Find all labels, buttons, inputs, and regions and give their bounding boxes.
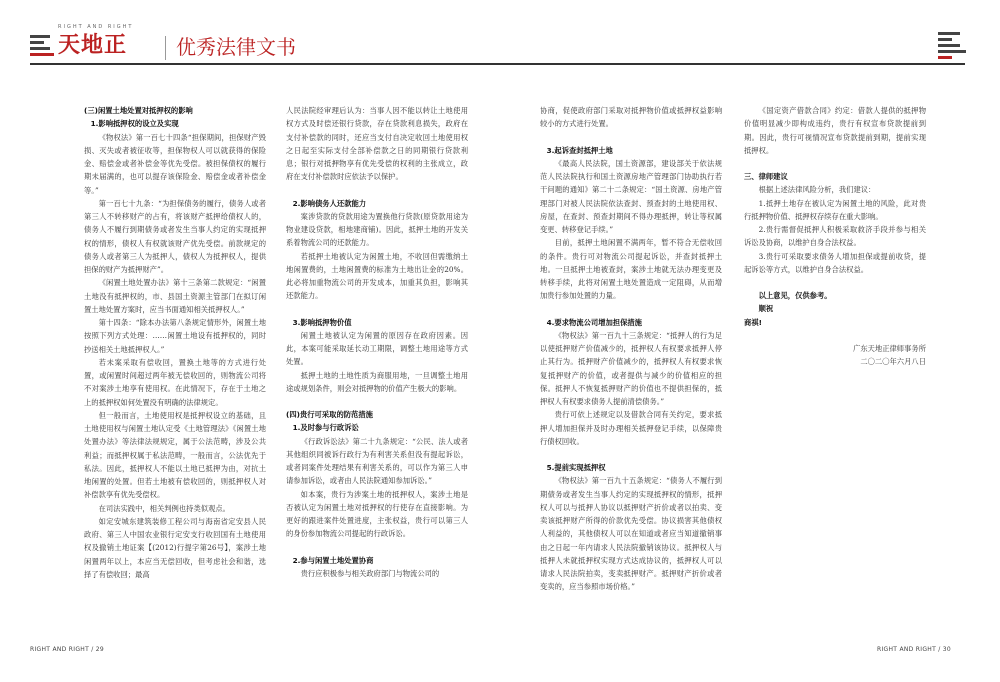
paragraph: 第一百七十九条：“为担保债务的履行，债务人或者第三人不转移财产的占有，将该财产抵押给债权人的，债务人不履行到期债务或者发生当事人约定的实现抵押权的情形，债权人有权就该财产优先受偿。前款规定的债务人或者第三人为抵押人，债权人为抵押权人，提供担保的财产为抵押财产”。	[84, 198, 266, 274]
paragraph: 协商，促使政府部门采取对抵押物价值或抵押权益影响较小的方式进行处置。	[540, 106, 722, 129]
paragraph: 目前，抵押土地闲置不满两年，暂不符合无偿收回的条件。贵行可对物流公司提起诉讼，并查封抵押土地。一旦抵押土地被查封，案涉土地就无法办理变更及转移手续，此将对闲置土地处置造成一定阻碍，从而增加贵行参加处置的力量。	[540, 238, 722, 301]
subsection-heading: 3.起诉查封抵押土地	[546, 145, 613, 155]
section-heading: 三、律师建议	[744, 172, 788, 181]
paragraph: 《闲置土地处置办法》第十三条第二款规定：“闲置土地没有抵押权的，市、县国土资源主管部门在拟订闲置土地处置方案时，应当书面通知相关抵押权人。”	[84, 278, 266, 314]
text-column-2	[286, 104, 468, 580]
spacer	[540, 448, 722, 461]
spacer	[540, 303, 722, 316]
signature-line: 二〇二〇年六月八日	[860, 357, 926, 366]
paragraph: 《物权法》第一百九十三条规定：“抵押人的行为足以使抵押财产价值减少的，抵押权人有权要求抵押人停止其行为。抵押财产价值减少的，抵押权人有权要求恢复抵押财产的价值，或者提供与减少的价值相应的担保。抵押人不恢复抵押财产的价值也不提供担保的，抵押权人有权要求债务人提前清偿债务。”	[540, 330, 722, 406]
brand-name: 天地正	[58, 32, 128, 58]
paragraph: 3.贵行可采取要求债务人增加担保或提前收贷，提起诉讼等方式，以维护自身合法权益。	[744, 251, 926, 274]
paragraph: 《物权法》第一百七十四条“担保期间，担保财产毁损、灭失或者被征收等，担保物权人可以就获得的保险金、赔偿金或者补偿金等优先受偿。被担保债权的履行期未届满的，也可以提存该保险金、赔偿金或者补偿金等。”	[84, 132, 266, 195]
subsection-heading: 1.影响抵押权的设立及实现	[90, 119, 179, 129]
text-column-3	[540, 104, 722, 594]
spacer	[286, 184, 468, 197]
page-header	[0, 0, 1000, 72]
section-heading: (四)贵行可采取的防范措施	[286, 410, 373, 419]
footer-page-right: RIGHT AND RIGHT / 30	[877, 646, 952, 653]
spacer	[744, 329, 926, 342]
subsection-heading: 3.影响抵押物价值	[292, 317, 352, 327]
subsection-heading: 4.要求物流公司增加担保措施	[546, 317, 642, 327]
spacer	[286, 395, 468, 408]
spacer	[286, 541, 468, 554]
spacer	[286, 303, 468, 316]
paragraph: 1.抵押土地存在被认定为闲置土地的风险，此对贵行抵押物价值、抵押权存续存在重大影响。	[744, 198, 926, 221]
section-title: 优秀法律文书	[176, 35, 296, 59]
brand-mark-icon	[30, 34, 54, 56]
spacer	[744, 276, 926, 289]
paragraph: 商祺!	[744, 317, 762, 327]
paragraph: 若未案采取有偿收回，置换土地等的方式进行处置，或闲置时间超过两年被无偿收回的，则物流公司将不对案涉土地享有使用权。在此情况下，存在于土地之上的抵押权如何处置没有明确的法律规定。	[84, 357, 266, 407]
paragraph: 《物权法》第一百九十五条规定：“债务人不履行到期债务或者发生当事人约定的实现抵押权的情形，抵押权人可以与抵押人协议以抵押财产折价或者以拍卖、变卖该抵押财产所得的价款优先受偿。协议损害其他债权人利益的，其他债权人可以在知道或者应当知道撤销事由之日起一年内请求人民法院撤销该协议。抵押权人与抵押人未就抵押权实现方式达成协议的，抵押权人可以请求人民法院拍卖，变卖抵押财产。抵押财产折价或者变卖的，应当参照市场价格。”	[540, 476, 722, 592]
paragraph: 贵行应积极参与相关政府部门与物流公司的	[300, 568, 440, 578]
paragraph: 根据上述法律风险分析，我们建议：	[758, 185, 876, 195]
footer-page-left: RIGHT AND RIGHT / 29	[30, 646, 105, 653]
spacer	[540, 131, 722, 144]
paragraph: 以上意见，仅供参考。	[758, 291, 832, 300]
header-rule	[30, 63, 965, 65]
paragraph: 如定安城东建筑装修工程公司与海南省定安县人民政府、第三人中国农业银行定安支行收回国有土地使用权及撤销土地证案【(2012)行提字第26号】，案涉土地闲置两年以上，本应当无偿回收，但考虑社会和谐，选择了有偿收回；最高	[84, 516, 266, 579]
paragraph: 若抵押土地被认定为闲置土地，不收回但需缴纳土地闲置费的，土地闲置费的标准为土地出让金的20%。此必将加重物流公司的开发成本，加重其负担，影响其还款能力。	[286, 251, 468, 301]
header-divider	[165, 36, 166, 60]
subsection-heading: 2.影响债务人还款能力	[292, 198, 367, 208]
paragraph: 但一般而言，土地使用权是抵押权设立的基础，且土地使用权与闲置土地认定受《土地管理法》《闲置土地处置办法》等法律法规规定，属于公法范畴，涉及公共利益；而抵押权属于私法范畴，一般而言，公法优先于私法。因此，抵押权人不能以土地已抵押为由，对抗土地闲置的处置。但若土地被有偿收回的，则抵押权人对补偿款享有优先受偿权。	[84, 410, 266, 500]
corner-mark-icon	[938, 28, 968, 60]
paragraph: 第十四条：“除本办法第八条规定情形外，闲置土地按照下列方式处理：……闲置土地设有抵押权的，同时抄送相关土地抵押权人。”	[84, 318, 266, 354]
subsection-heading: 2.参与闲置土地处置协商	[292, 555, 374, 565]
section-heading: (三)闲置土地处置对抵押权的影响	[84, 106, 193, 115]
brand-logo	[30, 30, 127, 60]
paragraph: 贵行可依上述规定以及借款合同有关约定，要求抵押人增加担保并及时办理相关抵押登记手续，以保障贵行债权回收。	[540, 410, 722, 446]
subsection-heading: 5.提前实现抵押权	[546, 463, 606, 472]
text-column-4	[744, 104, 926, 368]
paragraph: 如本案，贵行为涉案土地的抵押权人，案涉土地是否被认定为闲置土地对抵押权的行使存在直接影响。为更好的跟进案件处置进度，主张权益，贵行可以第三人的身份参加物流公司提起的行政诉讼。	[286, 489, 468, 539]
subsection-heading: 1.及时参与行政诉讼	[292, 423, 359, 433]
paragraph: 在司法实践中，相关判例也持类似观点。	[98, 503, 230, 513]
text-column-1	[84, 104, 266, 581]
paragraph: 《最高人民法院，国土资源部，建设部关于依法规范人民法院执行和国土资源房地产管理部门协助执行若干问题的通知》第二十二条规定：“国土资源、房地产管理部门对被人民法院依法查封、预查封的土地使用权、房屋，在查封、预查封期间不得办理抵押，转让等权属变更、转移登记手续。”	[540, 158, 722, 234]
paragraph: 抵押土地的土地性质为商服用地，一旦调整土地用途或规划条件，则会对抵押物的价值产生极大的影响。	[286, 370, 468, 393]
spacer	[744, 157, 926, 170]
brand-name-en: RIGHT AND RIGHT	[58, 24, 134, 30]
paragraph: 2.贵行需督促抵押人积极采取救济手段并参与相关诉讼及协商，以维护自身合法权益。	[744, 225, 926, 248]
paragraph: 人民法院经审理后认为：当事人因不能以转让土地使用权方式及时偿还银行贷款，存在贷款利息损失，政府在支付补偿款的同时，还应当支付自决定收回土地使用权之日起至实际支付全部补偿款之日的同期银行贷款利息；银行对抵押物享有优先受偿的权利的主张成立，政府在支付补偿款时应依法予以保护。	[286, 106, 468, 182]
paragraph: 闲置土地被认定为闲置的原因存在政府因素。因此，本案可能采取延长动工期限，调整土地用途等方式处置。	[286, 330, 468, 367]
paragraph: 《国定资产借款合同》约定：借款人提供的抵押物价值明显减少即构成违约，贵行有权宣布贷款提前到期。因此，贵行可视情况宣布贷款提前到期，提前实现抵押权。	[744, 106, 926, 155]
paragraph: 顺祝	[758, 304, 774, 314]
signature-line: 广东天地正律师事务所	[853, 343, 926, 353]
paragraph: 《行政诉讼法》第二十九条规定：“公民、法人或者其他组织同被诉行政行为有利害关系但没有提起诉讼，或者同案件处理结果有利害关系的，可以作为第三人申请参加诉讼，或者由人民法院通知参加诉讼。”	[286, 436, 468, 486]
paragraph: 案涉贷款的贷款用途为置换他行贷款(原贷款用途为物业建设贷款，相地建商铺)。因此，抵押土地的开发关系着物流公司的还款能力。	[286, 211, 468, 248]
